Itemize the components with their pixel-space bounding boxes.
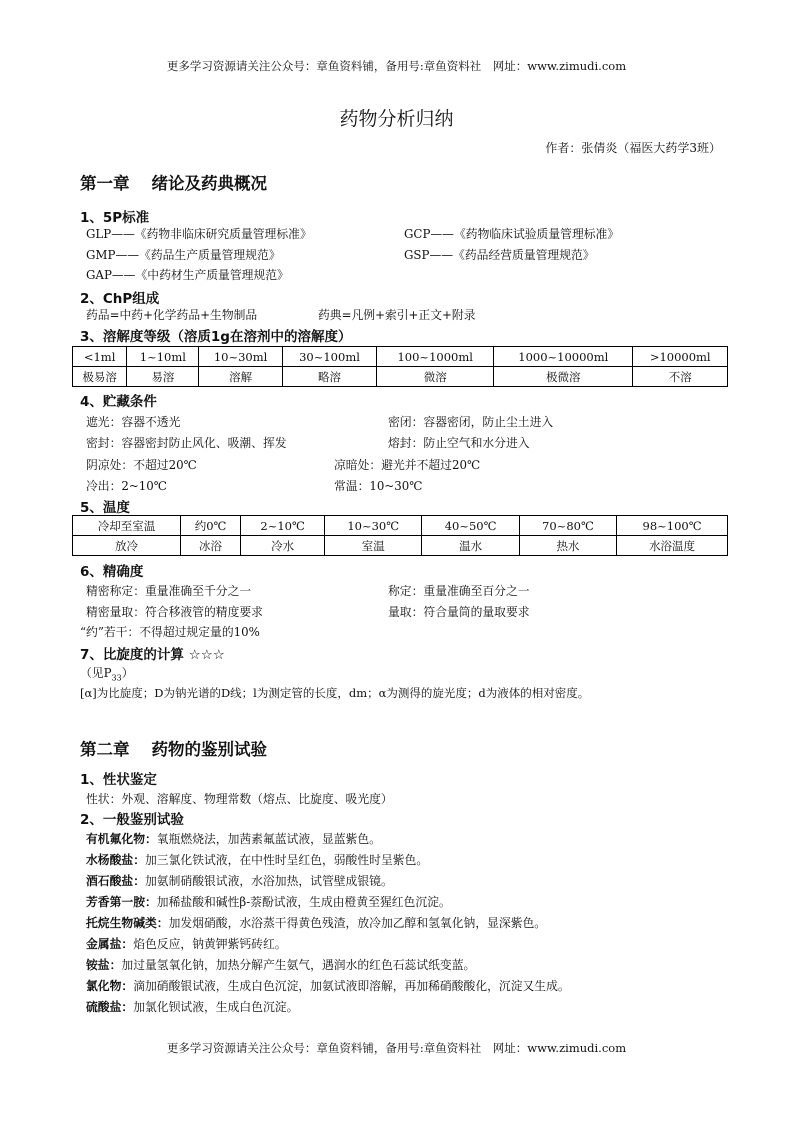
precision-item: 称定：重量准确至百分之一 (388, 584, 530, 598)
table-cell: 70~80℃ (519, 516, 616, 536)
list-item (86, 977, 570, 994)
chapter-1-heading (80, 170, 289, 194)
precision-item: 精密量取：符合移液管的精度要求 (86, 605, 263, 619)
chapter-1-name: 绪论及药典概况 (151, 174, 267, 193)
table-cell: 2~10℃ (241, 516, 325, 536)
table-cell: 冰浴 (180, 536, 240, 556)
table-cell: <1ml (73, 347, 127, 367)
section-2-2-general-tests: 2、一般鉴别试验 (80, 812, 184, 828)
test-name: 托烷生物碱类： (86, 916, 169, 930)
test-name: 酒石酸盐： (86, 874, 145, 888)
test-name: 硫酸盐： (86, 1000, 134, 1014)
list-item (86, 935, 287, 952)
section-2-chp: 2、ChP组成 (80, 291, 160, 307)
table-cell: 约0℃ (180, 516, 240, 536)
gmp-line: GMP——《药品生产质量管理规范》 (86, 248, 281, 262)
author-line: 作者：张倩炎（福医大药学3班） (545, 141, 721, 155)
storage-item: 阴凉处：不超过20℃ (86, 458, 197, 472)
table-cell: 1000~10000ml (494, 347, 633, 367)
precision-item: “约”若干：不得超过规定量的10% (80, 625, 260, 639)
doc-title: 药物分析归纳 (339, 108, 454, 130)
table-cell: 100~1000ml (377, 347, 494, 367)
properties-line: 性状：外观、溶解度、物理常数（熔点、比旋度、吸光度） (86, 792, 393, 806)
list-item (86, 851, 428, 868)
chapter-2-number: 第二章 (80, 740, 130, 759)
list-item (86, 893, 451, 910)
rotation-definition: [α]为比旋度；D为钠光谱的D线；l为测定管的长度，dm；α为测得的旋光度；d为液体的相对密度。 (80, 686, 590, 700)
test-desc: 加三氯化铁试液，在中性时呈红色，弱酸性时呈紫色。 (145, 853, 429, 867)
table-cell: 室温 (325, 536, 422, 556)
section-6-precision: 6、精确度 (80, 564, 144, 580)
table-cell: 极微溶 (494, 367, 633, 387)
list-item (86, 956, 475, 973)
test-desc: 加发烟硝酸，水浴蒸干得黄色残渣，放冷加乙醇和氢氧化钠，显深紫色。 (168, 916, 547, 930)
table-cell: 冷水 (241, 536, 325, 556)
table-cell: 冷却至室温 (73, 516, 181, 536)
precision-item: 量取：符合量筒的量取要求 (388, 605, 530, 619)
table-cell: 略溶 (282, 367, 377, 387)
test-name: 金属盐： (86, 937, 134, 951)
section-7-rotation: 7、比旋度的计算 ☆☆☆ (80, 647, 225, 663)
storage-item: 密封：容器密封防止风化、吸潮、挥发 (86, 436, 287, 450)
table-cell: 易溶 (127, 367, 199, 387)
page-reference (80, 664, 134, 682)
storage-item: 熔封：防止空气和水分进入 (388, 436, 530, 450)
storage-item: 凉暗处：避光并不超过20℃ (334, 458, 481, 472)
storage-item: 常温：10~30℃ (334, 479, 423, 493)
test-name: 水杨酸盐： (86, 853, 145, 867)
test-desc: 加过量氢氧化钠，加热分解产生氨气，遇润水的红色石蕊试纸变蓝。 (121, 958, 476, 972)
table-cell: 溶解 (199, 367, 282, 387)
solubility-table (72, 346, 728, 387)
table-cell: 极易溶 (73, 367, 127, 387)
gap-line: GAP——《中药材生产质量管理规范》 (86, 268, 289, 282)
chp-composition: 药品=中药+化学药品+生物制品 (86, 308, 258, 322)
section-4-storage: 4、贮藏条件 (80, 394, 157, 410)
list-item (86, 914, 546, 931)
list-item (86, 872, 393, 889)
test-name: 芳香第一胺： (86, 895, 157, 909)
table-cell: 40~50℃ (422, 516, 519, 536)
chapter-1-number: 第一章 (80, 174, 130, 193)
table-cell: 30~100ml (282, 347, 377, 367)
table-row (73, 516, 728, 536)
pharmacopoeia-composition: 药典=凡例+索引+正文+附录 (318, 308, 476, 322)
table-cell: 1~10ml (127, 347, 199, 367)
test-name: 氯化物： (86, 979, 134, 993)
table-cell: 水浴温度 (617, 536, 728, 556)
table-cell: 98~100℃ (617, 516, 728, 536)
test-desc: 加氨制硝酸银试液，水浴加热，试管壁成银镜。 (145, 874, 393, 888)
gcp-line: GCP——《药物临床试验质量管理标准》 (404, 227, 620, 241)
temperature-table (72, 515, 728, 556)
table-cell: 放冷 (73, 536, 181, 556)
table-row (73, 347, 728, 367)
storage-item: 冷出：2~10℃ (86, 479, 167, 493)
page-footer: 更多学习资源请关注公众号：章鱼资料铺，备用号:章鱼资料社 网址：www.zimudi.com (166, 1041, 627, 1055)
table-cell: 温水 (422, 536, 519, 556)
section-1-5p: 1、5P标准 (80, 210, 150, 226)
storage-item: 密闭：容器密闭，防止尘土进入 (388, 415, 554, 429)
table-cell: 10~30ml (199, 347, 282, 367)
list-item (86, 830, 381, 847)
section-5-temperature: 5、温度 (80, 500, 130, 516)
test-desc: 滴加硝酸银试液，生成白色沉淀，加氨试液即溶解，再加稀硝酸酸化，沉淀又生成。 (133, 979, 570, 993)
chapter-2-name: 药物的鉴别试验 (151, 740, 267, 759)
list-item (86, 998, 298, 1015)
test-desc: 加稀盐酸和碱性β-萘酚试液，生成由橙黄至猩红色沉淀。 (156, 895, 451, 909)
ref-end: ） (121, 666, 134, 680)
ref-subscript: 33 (111, 673, 122, 683)
test-name: 铵盐： (86, 958, 122, 972)
ref-text: （见P (80, 666, 112, 680)
test-desc: 氧瓶燃烧法，加茜素氟蓝试液，显蓝紫色。 (156, 832, 381, 846)
test-desc: 加氯化钡试液，生成白色沉淀。 (133, 1000, 299, 1014)
table-row (73, 367, 728, 387)
section-3-solubility: 3、溶解度等级（溶质1g在溶剂中的溶解度） (80, 329, 352, 345)
table-cell: 微溶 (377, 367, 494, 387)
page-header: 更多学习资源请关注公众号：章鱼资料铺，备用号:章鱼资料社 网址：www.zimudi.com (166, 59, 627, 73)
gsp-line: GSP——《药品经营质量管理规范》 (404, 248, 595, 262)
table-cell: 热水 (519, 536, 616, 556)
table-cell: 不溶 (633, 367, 728, 387)
precision-item: 精密称定：重量准确至千分之一 (86, 584, 252, 598)
glp-line: GLP——《药物非临床研究质量管理标准》 (86, 227, 312, 241)
table-cell: >10000ml (633, 347, 728, 367)
chapter-2-heading (80, 736, 289, 760)
test-desc: 焰色反应，钠黄钾紫钙砖红。 (133, 937, 287, 951)
section-2-1-properties: 1、性状鉴定 (80, 772, 157, 788)
test-name: 有机氟化物： (86, 832, 157, 846)
storage-item: 遮光：容器不透光 (86, 415, 181, 429)
table-row (73, 536, 728, 556)
table-cell: 10~30℃ (325, 516, 422, 536)
